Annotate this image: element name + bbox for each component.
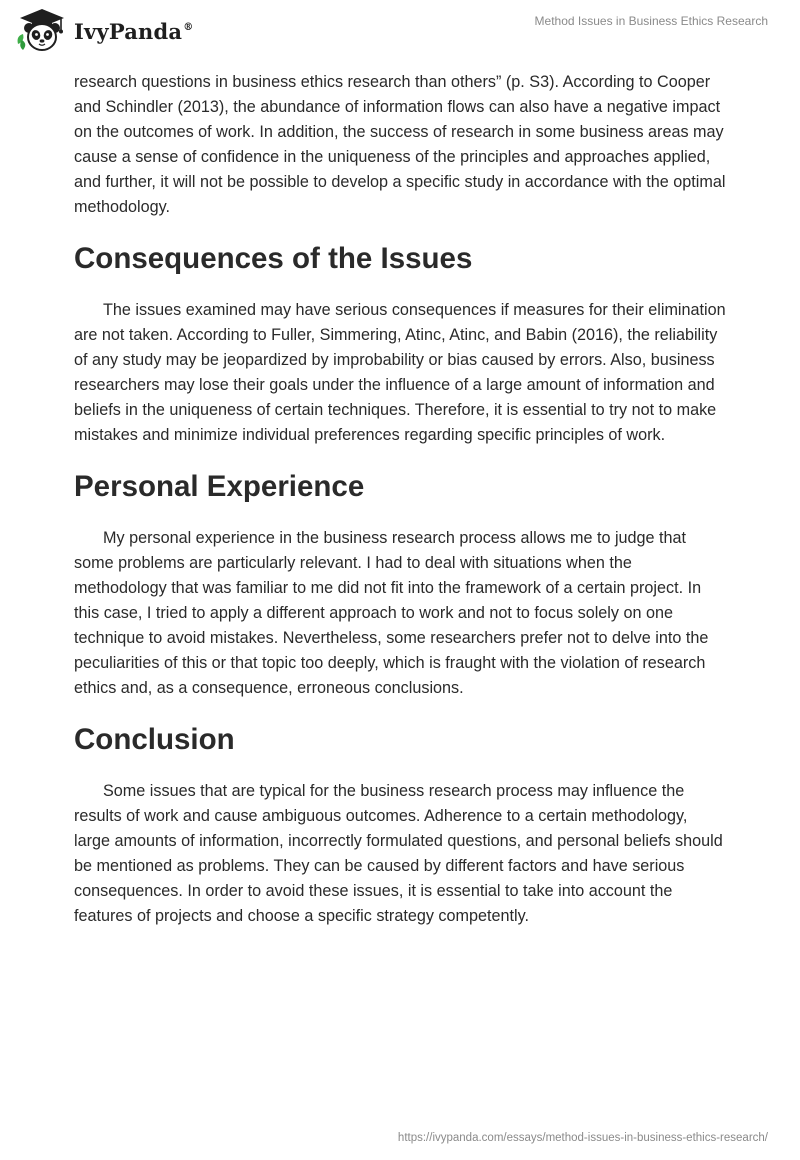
section-paragraph-personal-experience: My personal experience in the business research process allows me to judge that some problems are particularly relevant. I had to deal with situations when the methodology that was familiar to me did not fit into the framework of a certain project. In this case, I tried to apply a different approach to work and not to focus solely on one technique to avoid mistakes. Nevertheless, some researchers prefer not to delve into the peculiarities of this or that topic too deeply, which is fraught with the violation of research ethics and, as a consequence, erroneous conclusions.	[74, 529, 709, 697]
page-header	[0, 0, 800, 60]
section-paragraph-consequences: The issues examined may have serious consequences if measures for their elimination are not taken. According to Fuller, Simmering, Atinc, Atinc, and Babin (2016), the reliability of any study may be jeopardized by improbability or bias caused by errors. Also, business researchers may lose their goals under the influence of a large amount of information and beliefs in the uniqueness of certain techniques. Therefore, it is essential to try not to make mistakes and minimize individual preferences regarding specific principles of work.	[74, 301, 726, 444]
panda-graduation-cap-icon	[14, 6, 70, 54]
section-paragraph-conclusion: Some issues that are typical for the business research process may influence the results of work and cause ambiguous outcomes. Adherence to a certain methodology, large amounts of information, incorrectly formulated questions, and personal beliefs should be mentioned as problems. They can be caused by different factors and have serious consequences. In order to avoid these issues, it is essential to take into account the features of projects and choose a specific strategy competently.	[74, 782, 723, 925]
source-url-link[interactable]: https://ivypanda.com/essays/method-issues-in-business-ethics-research/	[397, 1132, 768, 1144]
brand-name: IvyPanda®	[74, 18, 194, 44]
section-heading-conclusion: Conclusion	[74, 723, 235, 756]
section-heading-consequences: Consequences of the Issues	[74, 242, 473, 275]
article-body	[74, 70, 726, 929]
brand-logo[interactable]	[14, 6, 193, 54]
section-heading-personal-experience: Personal Experience	[74, 470, 365, 503]
document-title: Method Issues in Business Ethics Research	[534, 14, 768, 28]
intro-paragraph: research questions in business ethics research than others” (p. S3). According to Cooper and Schindler (2013), the abundance of information flows can also have a negative impact on the outcomes of work. In addition, the success of research in some business areas may cause a sense of confidence in the uniqueness of the principles and approaches applied, and further, it will not be possible to develop a specific study in accordance with the optimal methodology.	[74, 73, 726, 216]
registered-mark: ®	[183, 21, 194, 33]
